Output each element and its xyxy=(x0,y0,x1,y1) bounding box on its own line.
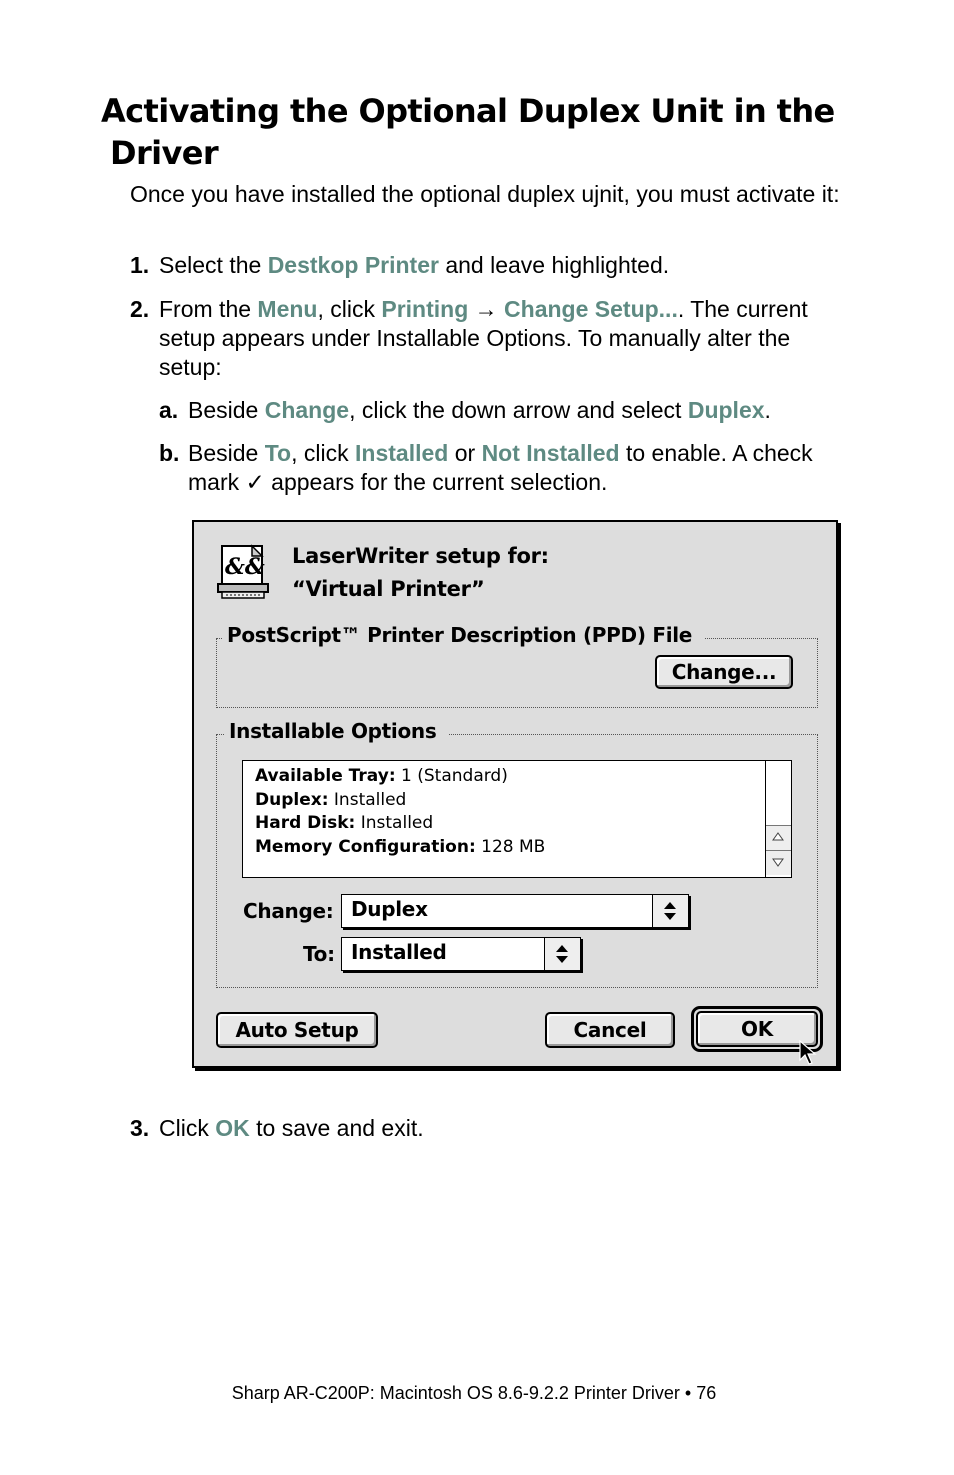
footer-text xyxy=(232,1383,717,1404)
option-key: Duplex: xyxy=(255,789,329,810)
cancel-button[interactable]: Cancel xyxy=(545,1012,675,1048)
option-key: Memory Configuration: xyxy=(255,836,476,857)
dialog-header xyxy=(292,540,549,606)
text: to save and exit. xyxy=(249,1115,424,1141)
to-label: To: xyxy=(303,942,335,966)
laserwriter-setup-dialog xyxy=(192,520,838,1068)
printer-icon xyxy=(216,544,270,602)
scroll-up-button[interactable] xyxy=(766,825,791,850)
list-scrollbar[interactable] xyxy=(765,761,791,877)
list-item xyxy=(255,789,545,813)
text: Select the xyxy=(159,252,268,278)
step-text xyxy=(159,396,859,425)
step-1 xyxy=(130,251,850,280)
option-key: Hard Disk: xyxy=(255,813,356,833)
step-number: 2. xyxy=(130,296,150,322)
document-title: Sharp AR-C200P: Macintosh OS 8.6-9.2.2 Printer Driver xyxy=(231,1383,680,1403)
heading-line-1: Activating the Optional Duplex Unit in the xyxy=(101,92,835,130)
printer-name: “Virtual Printer” xyxy=(292,577,485,601)
scroll-down-button[interactable] xyxy=(766,850,791,875)
step-text xyxy=(130,295,850,382)
step-2 xyxy=(130,295,850,382)
up-arrow-icon xyxy=(772,832,784,842)
list-item xyxy=(255,812,545,836)
text: . xyxy=(764,397,771,423)
text: , click xyxy=(291,440,356,466)
page-footer xyxy=(0,1383,954,1404)
text: or xyxy=(448,440,482,466)
heading-line-2: Driver xyxy=(110,134,219,172)
step-letter: b. xyxy=(159,440,180,466)
to-popup[interactable] xyxy=(341,937,581,971)
text: and leave highlighted. xyxy=(438,252,670,278)
keyword-to: To xyxy=(264,440,292,466)
intro-paragraph: Once you have installed the optional duplex ujnit, you must activate it: xyxy=(130,181,840,207)
step-b xyxy=(159,439,859,497)
text: , click the down arrow and select xyxy=(349,397,688,423)
page-heading xyxy=(101,90,861,174)
step-a xyxy=(159,396,859,425)
text: From the xyxy=(159,296,258,322)
auto-setup-button[interactable]: Auto Setup xyxy=(216,1012,378,1048)
text: to enable. A check mark ✓ appears for the current selection. xyxy=(188,440,813,495)
keyword-menu: Menu xyxy=(257,296,318,322)
ok-button[interactable]: OK xyxy=(696,1011,818,1047)
option-value: 128 MB xyxy=(475,836,546,857)
dialog-title: LaserWriter setup for: xyxy=(292,544,549,568)
arrow-symbol: → xyxy=(468,296,505,322)
option-value: Installed xyxy=(328,789,407,810)
option-value: Installed xyxy=(355,813,434,833)
list-item xyxy=(255,765,545,789)
step-number: 3. xyxy=(130,1115,150,1141)
keyword-duplex: Duplex xyxy=(687,397,765,423)
keyword-change: Change xyxy=(264,397,350,423)
change-label: Change: xyxy=(243,899,334,923)
change-ppd-button[interactable]: Change... xyxy=(655,655,793,689)
to-popup-value: Installed xyxy=(351,940,447,964)
change-popup-value: Duplex xyxy=(351,897,428,921)
ppd-file-group xyxy=(216,623,818,708)
up-down-arrows-icon xyxy=(663,901,677,921)
keyword-installed: Installed xyxy=(355,440,449,466)
keyword-not-installed: Not Installed xyxy=(481,440,620,466)
step-letter: a. xyxy=(159,397,179,423)
popup-arrows xyxy=(652,895,688,927)
options-list[interactable] xyxy=(242,760,792,878)
step-number: 1. xyxy=(130,252,150,278)
ppd-group-label: PostScript™ Printer Description (PPD) File xyxy=(223,623,704,647)
step-text xyxy=(130,1114,850,1143)
step-text xyxy=(130,251,850,280)
down-arrow-icon xyxy=(772,857,784,867)
step-3 xyxy=(130,1114,850,1143)
change-popup[interactable] xyxy=(341,894,689,928)
text: , click xyxy=(317,296,382,322)
mouse-cursor-icon xyxy=(799,1040,817,1066)
up-down-arrows-icon xyxy=(555,944,569,964)
options-group-label: Installable Options xyxy=(225,719,448,743)
svg-text:&&: && xyxy=(225,554,265,580)
footer-separator: • xyxy=(679,1383,697,1403)
options-rows xyxy=(255,765,545,859)
option-value: 1 (Standard) xyxy=(395,766,508,786)
page-number: 76 xyxy=(696,1383,717,1403)
keyword-printing: Printing xyxy=(381,296,469,322)
installable-options-group xyxy=(216,719,818,988)
popup-arrows xyxy=(544,938,580,970)
step-text xyxy=(159,439,859,497)
list-item xyxy=(255,836,545,860)
option-key: Available Tray: xyxy=(255,766,396,786)
keyword-ok: OK xyxy=(215,1115,250,1141)
text: Beside xyxy=(188,397,265,423)
text: Beside xyxy=(188,440,265,466)
keyword-destkop-printer: Destkop Printer xyxy=(267,252,439,278)
text: Click xyxy=(159,1115,216,1141)
keyword-change-setup: Change Setup... xyxy=(504,296,678,322)
text: . The current setup appears under Installable Options. To manually alter the setup: xyxy=(159,296,808,380)
